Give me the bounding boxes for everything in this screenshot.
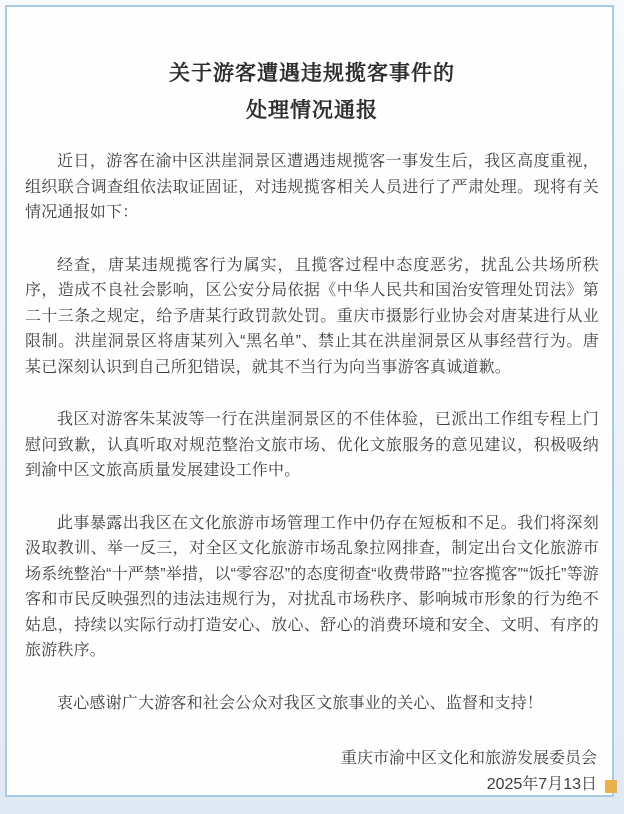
notice-card	[5, 5, 614, 797]
paragraph-punishment: 经查，唐某违规揽客行为属实，且揽客过程中态度恶劣，扰乱公共场所秩序，造成不良社会影响，区公安分局依据《中华人民共和国治安管理处罚法》第二十三条之规定，给予唐某行政罚款处罚。重庆市摄影行业协会对唐某进行从业限制。洪崖洞景区将唐某列入“黑名单”、禁止其在洪崖洞景区从事经营行为。唐某已深刻认识到自己所犯错误，就其不当行为向当事游客真诚道歉。	[25, 256, 599, 376]
signature-org: 重庆市渝中区文化和旅游发展委员会	[340, 750, 597, 767]
paragraph-rectification: 此事暴露出我区在文化旅游市场管理工作中仍存在短板和不足。我们将深刻汲取教训、举一反三，对全区文化旅游市场乱象拉网排查，制定出台文化旅游市场系统整治“十严禁”举措，以“零容忍”的态度彻查“收费带路”“拉客揽客”“饭托”等游客和市民反映强烈的违法违规行为，对扰乱市场秩序、影响城市形象的行为绝不姑息，持续以实际行动打造安心、放心、舒心的消费环境和安全、文明、有序的旅游秩序。	[25, 514, 599, 659]
notice-title-line1: 关于游客遭遇违规揽客事件的	[169, 62, 455, 85]
paragraph-thanks: 衷心感谢广大游客和社会公众对我区文旅事业的关心、监督和支持！	[57, 694, 544, 712]
notice-body	[25, 149, 599, 716]
paragraph-intro: 近日，游客在渝中区洪崖洞景区遭遇违规揽客一事发生后，我区高度重视，组织联合调查组依法取证固证，对违规揽客相关人员进行了严肃处理。现将有关情况通报如下：	[25, 153, 599, 221]
orange-corner-marker	[605, 780, 617, 793]
notice-title-line2: 处理情况通报	[246, 99, 378, 122]
signature-date: 2025年7月13日	[486, 775, 597, 793]
notice-title	[25, 55, 599, 129]
paragraph-apology: 我区对游客朱某波等一行在洪崖洞景区的不佳体验，已派出工作组专程上门慰问致歉，认真听取对规范整治文旅市场、优化文旅服务的意见建议，积极吸纳到渝中区文旅高质量发展建设工作中。	[25, 411, 599, 479]
signature-block	[25, 746, 599, 797]
